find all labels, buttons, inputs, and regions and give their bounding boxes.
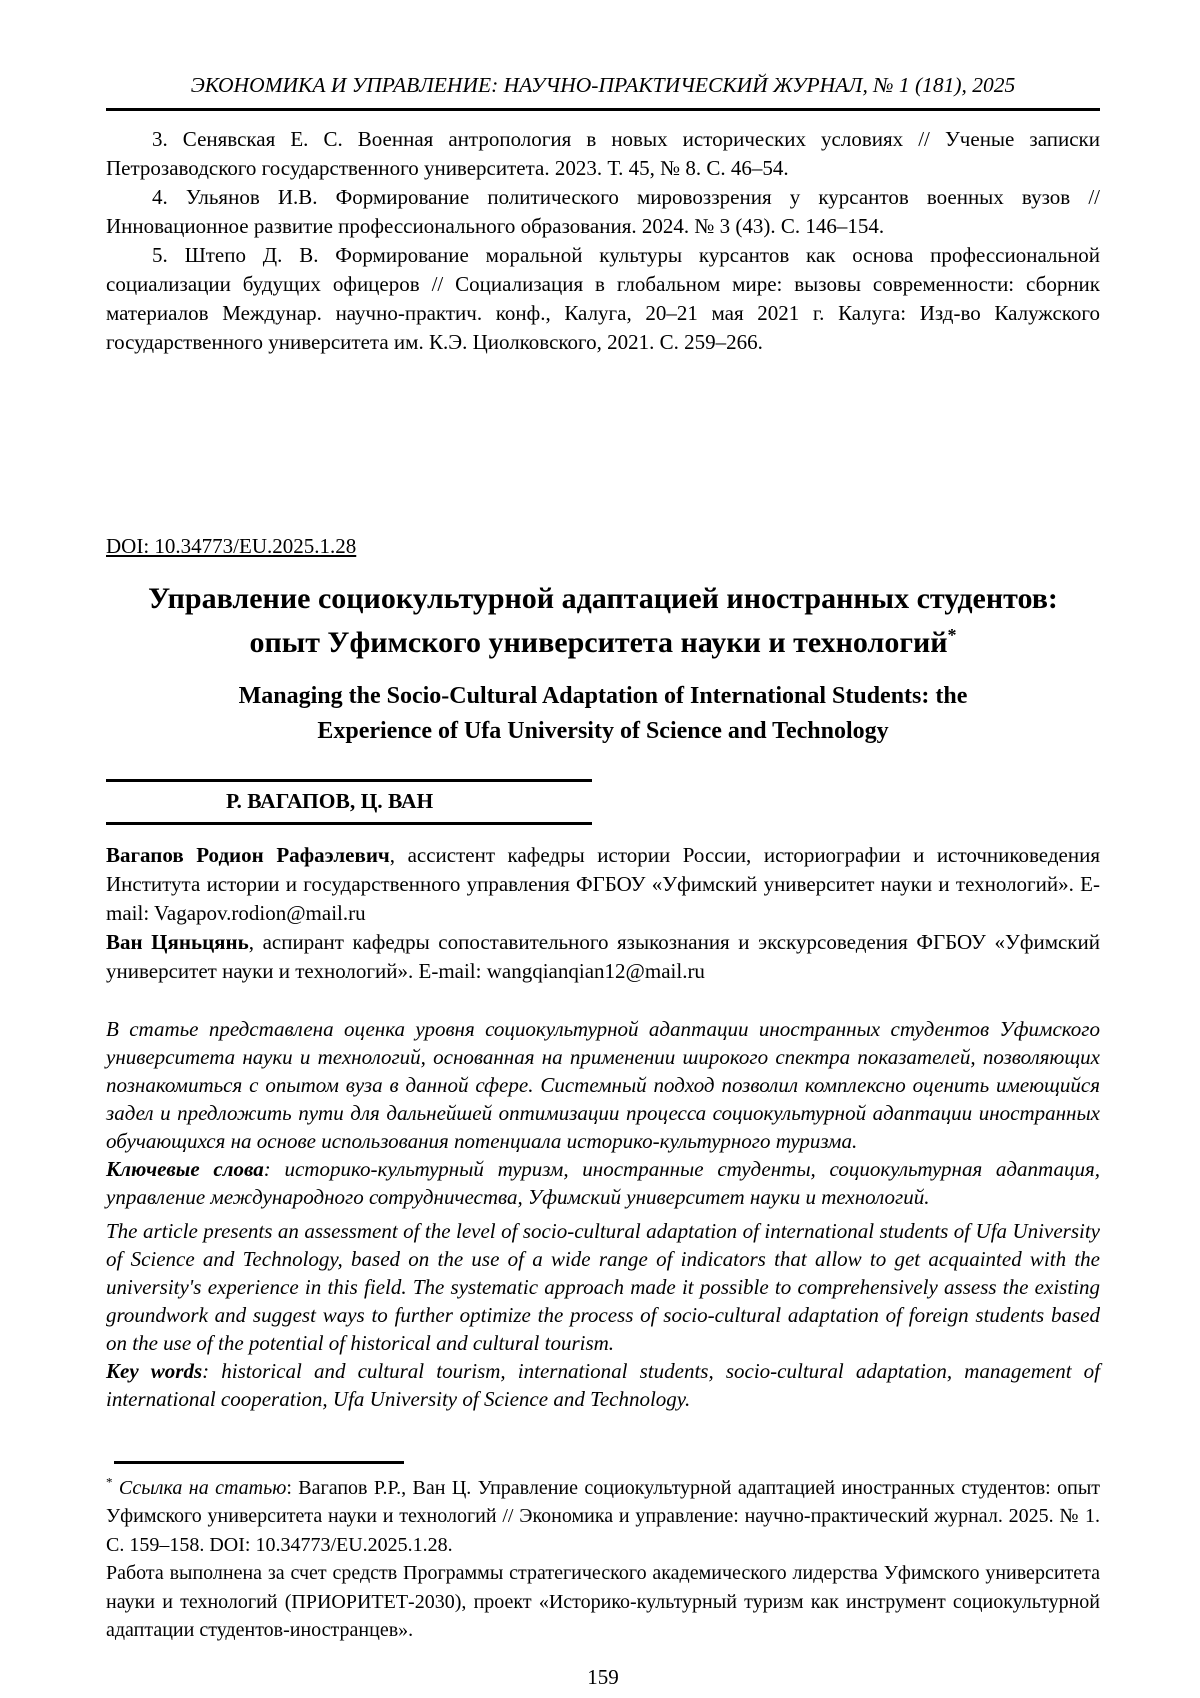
references-list	[106, 125, 1100, 357]
abstract-en-block	[106, 1217, 1100, 1413]
keywords-en	[106, 1357, 1100, 1413]
footnote-citation-text: : Вагапов Р.Р., Ван Ц. Управление социокультурной адаптацией иностранных студентов: опыт Уфимского университета науки и технологий // Экономика и управление: научно-практический журнал. 2025. № 1. С. 159–158. DOI: 10.34773/EU.2025.1.28.	[106, 1476, 1100, 1556]
footnote-separator	[114, 1461, 404, 1464]
authors-block	[106, 779, 592, 825]
footnote-mark: *	[106, 1474, 113, 1490]
title-footnote-mark: *	[947, 624, 957, 645]
author-name: Ван Цяньцянь	[106, 929, 249, 954]
keywords-ru	[106, 1155, 1100, 1211]
funding-note: Работа выполнена за счет средств Программы стратегического академического лидерства Уфимского университета науки и технологий (ПРИОРИТЕТ-2030), проект «Историко-культурный туризм как инструмент социокультурной адаптации студентов-иностранцев».	[106, 1562, 1100, 1642]
author-bio	[106, 841, 1100, 928]
author-bios	[106, 841, 1100, 986]
reference-item: 5. Штепо Д. В. Формирование моральной культуры курсантов как основа профессиональной социализации будущих офицеров // Социализация в глобальном мире: вызовы современности: сборник материалов Междунар. научно-практич. конф., Калуга, 20–21 мая 2021 г. Калуга: Изд-во Калужского государственного университета им. К.Э. Циолковского, 2021. С. 259–266.	[106, 242, 1100, 354]
author-bio	[106, 928, 1100, 986]
reference-item: 3. Сенявская Е. С. Военная антропология в новых исторических условиях // Ученые записки Петрозаводского государственного университета. 2023. Т. 45, № 8. С. 46–54.	[106, 126, 1100, 180]
authors-names: Р. ВАГАПОВ, Ц. ВАН	[226, 788, 434, 813]
keywords-en-label: Key words	[106, 1358, 203, 1383]
keywords-en-text: : historical and cultural tourism, international students, socio-cultural adaptation, management of international cooperation, Ufa University of Science and Technology.	[106, 1358, 1101, 1411]
article-title-ru	[143, 577, 1063, 665]
reference-item: 4. Ульянов И.В. Формирование политического мировоззрения у курсантов военных вузов // Инновационное развитие профессионального образования. 2024. № 3 (43). С. 146–154.	[106, 184, 1100, 238]
doi-link[interactable]: DOI: 10.34773/EU.2025.1.28	[106, 533, 357, 558]
author-bio-text: , ассистент кафедры истории России, историографии и источниковедения Института истории и государственного управления ФГБОУ «Уфимский университет науки и технологий». E-mail: Vagapov.rodion@mail.ru	[106, 842, 1100, 925]
article-title-en: Managing the Socio-Cultural Adaptation of International Students: the Experience of Ufa University of Science and Technology	[238, 682, 968, 744]
author-name: Вагапов Родион Рафаэлевич	[106, 842, 390, 867]
keywords-ru-label: Ключевые слова	[106, 1156, 264, 1181]
author-bio-text: , аспирант кафедры сопоставительного языкознания и экскурсоведения ФГБОУ «Уфимский университет науки и технологий». E-mail: wangqianqian12@mail.ru	[106, 929, 1100, 983]
footnote-block	[106, 1474, 1100, 1645]
abstract-en: The article presents an assessment of the level of socio-cultural adaptation of international students of Ufa University of Science and Technology, based on the use of a wide range of indicators that allow to get acquainted with the university's experience in this field. The systematic approach made it possible to comprehensively assess the existing groundwork and suggest ways to further optimize the process of socio-cultural adaptation of foreign students based on the use of the potential of historical and cultural tourism.	[106, 1218, 1100, 1355]
footnote-citation	[106, 1474, 1100, 1560]
running-head: ЭКОНОМИКА И УПРАВЛЕНИЕ: НАУЧНО-ПРАКТИЧЕСКИЙ ЖУРНАЛ, № 1 (181), 2025	[106, 72, 1100, 111]
page-number: 159	[587, 1664, 619, 1689]
keywords-ru-text: : историко-культурный туризм, иностранные студенты, социокультурная адаптация, управление международного сотрудничества, Уфимский университет науки и технологий.	[106, 1156, 1100, 1209]
abstract-ru: В статье представлена оценка уровня социокультурной адаптации иностранных студентов Уфимского университета науки и технологий, основанная на применении широкого спектра показателей, позволяющих познакомиться с опытом вуза в данной сфере. Системный подход позволил комплексно оценить имеющийся задел и предложить пути для дальнейшей оптимизации процесса социокультурной адаптации иностранных обучающихся на основе использования потенциала историко-культурного туризма.	[106, 1016, 1100, 1153]
footnote-citation-label: Ссылка на статью	[118, 1476, 287, 1499]
doi-line	[106, 532, 1100, 561]
abstract-ru-block	[106, 1015, 1100, 1211]
article-title-ru-text: Управление социокультурной адаптацией иностранных студентов: опыт Уфимского университета науки и технологий	[148, 581, 1058, 659]
